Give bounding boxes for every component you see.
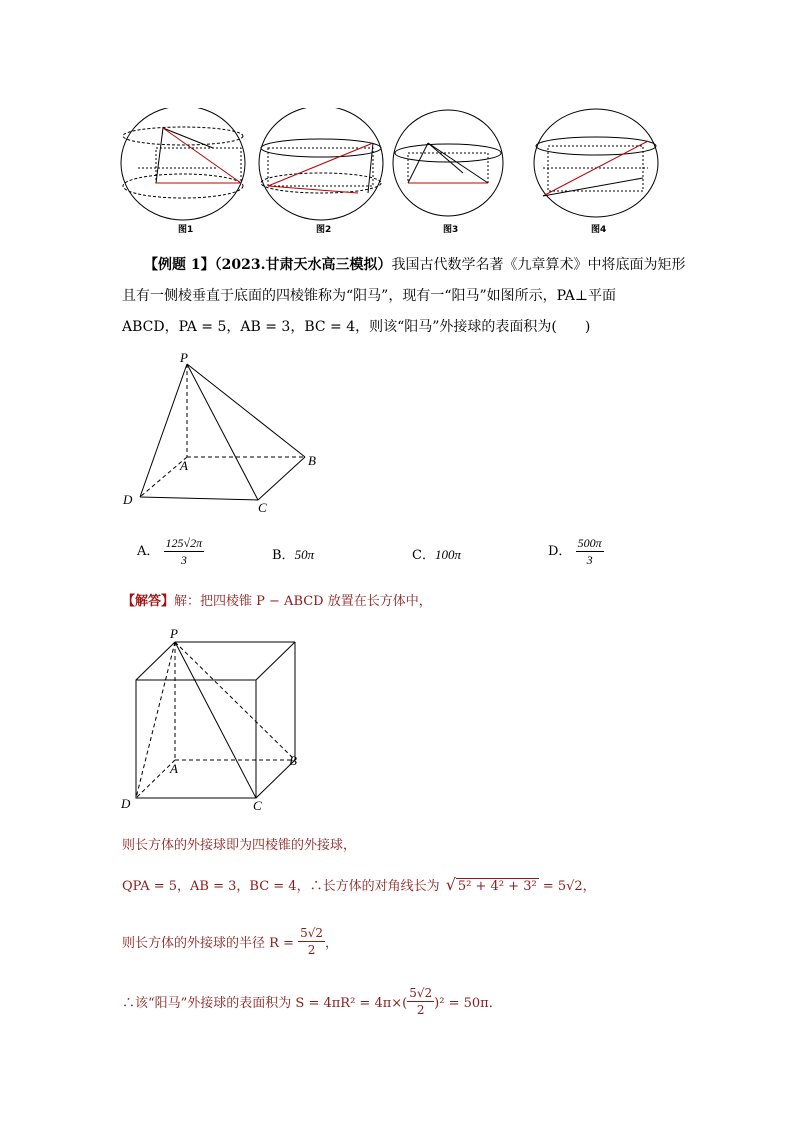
question-line-1 (144, 254, 685, 274)
solution-line-2 (122, 875, 596, 894)
cuboid-label-c: C (253, 798, 262, 813)
solution-line-3-text: 则长方体的外接球的半径 R = (122, 936, 294, 951)
question-text-1: 我国古代数学名著《九章算术》中将底面为矩形 (391, 257, 686, 273)
cuboid-label-p: P (170, 628, 178, 641)
question-line-2: 且有一侧棱垂直于底面的四棱锥称为“阳马”，现有一“阳马”如图所示，PA⊥平面 (122, 288, 617, 304)
cuboid-label-b: B (289, 753, 297, 768)
solution-tag: 【解答】 (122, 594, 175, 609)
option-c[interactable] (412, 544, 461, 563)
solution-line-1: 则长方体的外接球即为四棱锥的外接球， (122, 838, 357, 853)
pyramid-label-d: D (123, 492, 133, 507)
figure-caption-3: 图3 (443, 225, 459, 235)
solution-line-4-result: )² = 50π． (434, 996, 502, 1011)
pyramid-label-a: A (180, 458, 188, 473)
figure-caption-2: 图2 (316, 225, 332, 235)
solution-intro (122, 590, 432, 609)
solution-line-2-result: = 5√2， (542, 879, 596, 894)
question-line-3: ABCD，PA = 5，AB = 3，BC = 4，则该“阳马”外接球的表面积为( ) (122, 319, 591, 335)
area-fraction: $\frac{5√2}{2}$ (409, 986, 433, 1017)
pyramid-figure (118, 352, 338, 517)
option-d[interactable] (548, 535, 604, 568)
sphere-figure-2 (259, 108, 383, 220)
option-a-letter: A． (137, 544, 160, 559)
option-b[interactable] (272, 544, 314, 563)
pyramid-label-b: B (308, 453, 316, 468)
example-tag: 【例题 1】 (144, 257, 215, 273)
option-d-letter: D． (548, 544, 572, 559)
solution-line-3: 则长方体的外接球的半径 R = $\frac{5√2}{2}$ ， (122, 926, 339, 957)
cuboid-figure (118, 628, 318, 813)
figure-caption-1: 图1 (178, 225, 194, 235)
cuboid-label-a: A (170, 761, 178, 776)
pyramid-label-c: C (258, 500, 267, 515)
sphere-figures (118, 108, 678, 236)
pyramid-label-p: P (180, 352, 188, 365)
sphere-figure-4 (534, 109, 658, 217)
radius-fraction: $\frac{5√2}{2}$ (300, 926, 324, 957)
cuboid-label-d: D (121, 796, 131, 811)
option-d-fraction: $\frac{500\pi}{3}$ (577, 536, 602, 567)
figure-caption-4: 图4 (591, 225, 607, 235)
sqrt-expression: √ 5² + 4² + 3² (445, 875, 537, 894)
option-c-value: 100π (434, 547, 461, 562)
solution-line-4 (122, 985, 502, 1018)
sphere-figure-1 (121, 108, 245, 220)
solution-intro-text: 解：把四棱锥 P − ABCD 放置在长方体中， (174, 594, 432, 609)
option-b-value: 50π (294, 547, 315, 562)
option-b-letter: B． (272, 548, 295, 563)
sphere-figure-3 (393, 110, 503, 216)
solution-line-2-text: QPA = 5，AB = 3，BC = 4，∴长方体的对角线长为 (122, 879, 440, 894)
option-a-fraction: $\frac{125√2\pi}{3}$ (165, 536, 203, 567)
option-c-letter: C． (412, 548, 435, 563)
question-source: （2023.甘肃天水高三模拟） (214, 257, 392, 273)
solution-line-4-text: ∴该“阳马”外接球的表面积为 S = 4πR² = 4π×( (122, 996, 408, 1011)
option-a[interactable] (137, 535, 204, 568)
